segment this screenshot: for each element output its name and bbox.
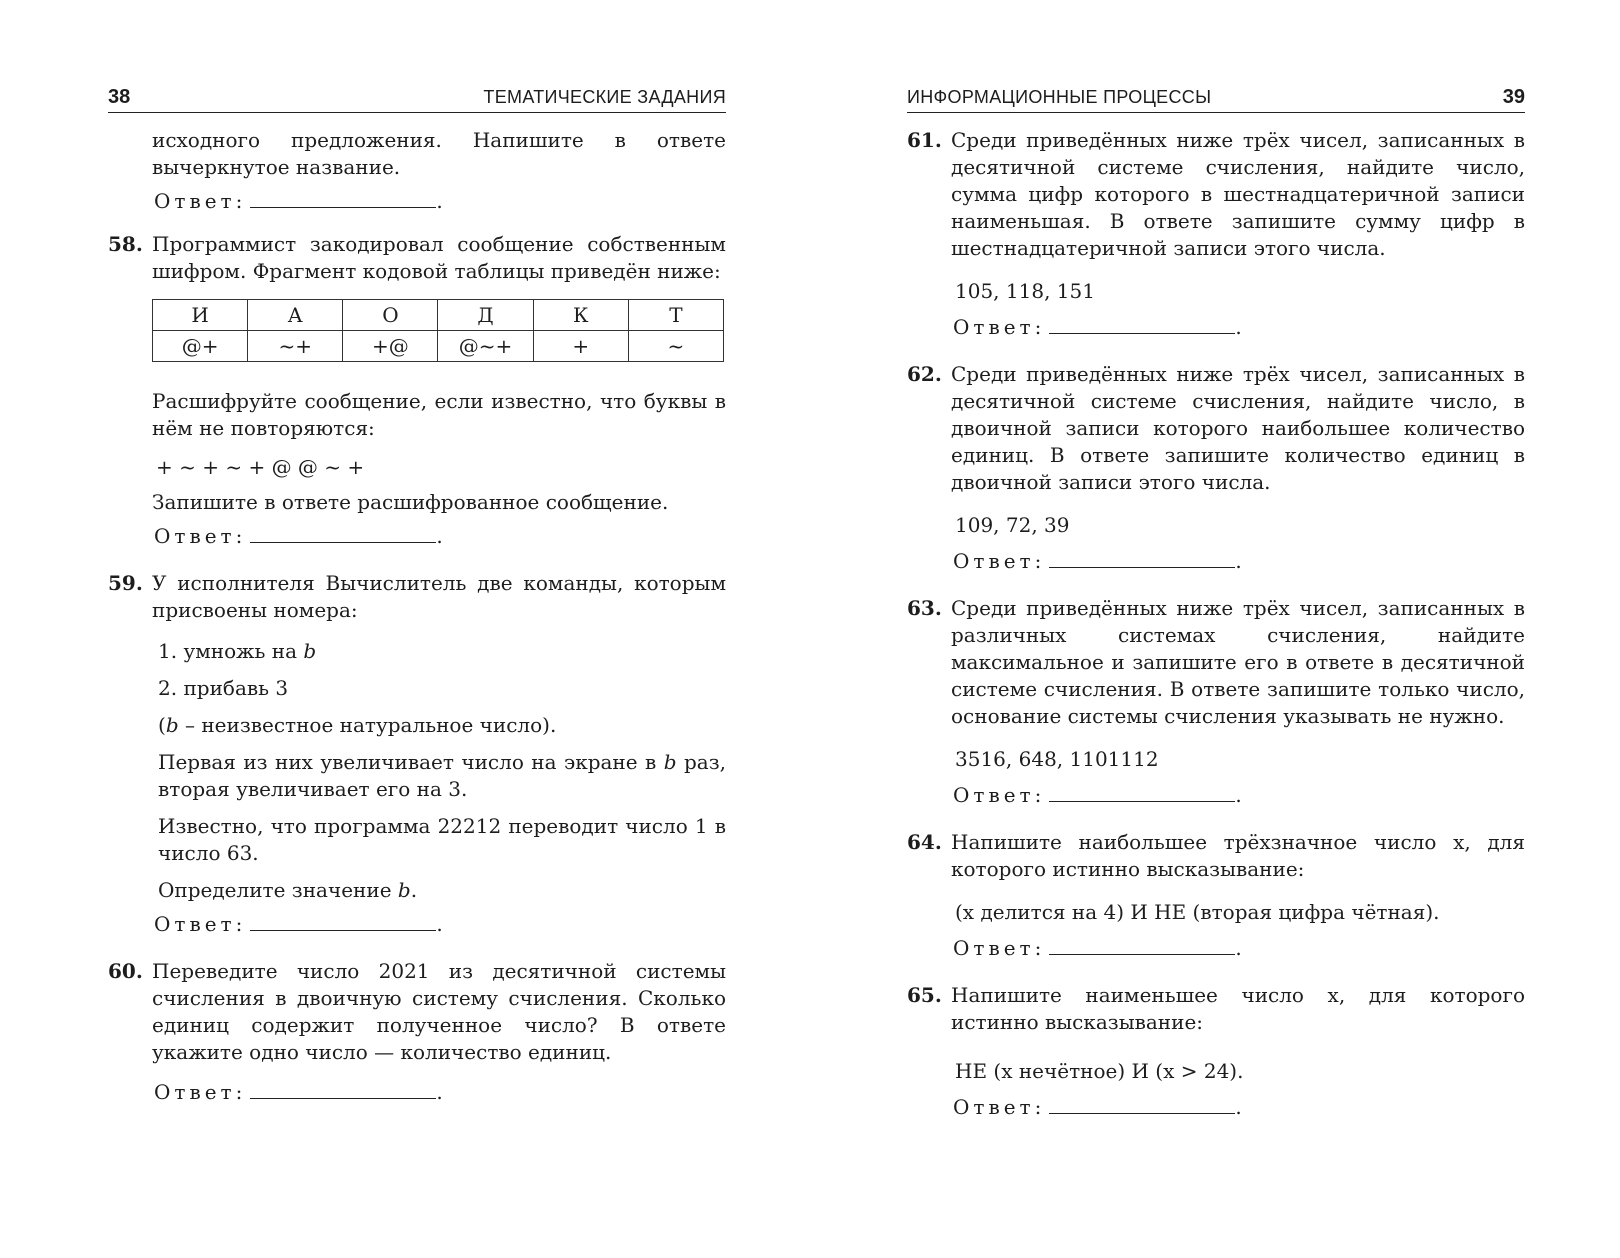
table-cell: @+	[153, 331, 248, 362]
table-row-letters	[153, 300, 724, 331]
right-page	[907, 0, 1525, 1258]
answer-blank[interactable]	[250, 522, 436, 543]
table-cell: К	[533, 300, 628, 331]
text-part: .	[410, 878, 418, 902]
task-number: 65.	[907, 983, 942, 1007]
variable-b: b	[663, 750, 677, 774]
answer-label: Ответ:	[953, 549, 1046, 573]
answer-label: Ответ:	[953, 1095, 1046, 1119]
task-text: Напишите наибольшее трёхзначное число x, для которого истинно высказывание:	[951, 830, 1525, 881]
task-text: Напишите наименьшее число x, для которого истинно высказывание:	[951, 983, 1525, 1034]
answer-label: Ответ:	[953, 783, 1046, 807]
task-text: Среди приведённых ниже трёх чисел, записанных в десятичной системе счисления, найдите число, сумма цифр которого в шестнадцатеричной записи наименьшая. В ответе запишите сумму цифр в шестнадцатеричной записи этого числа.	[951, 128, 1525, 260]
answer-blank[interactable]	[1049, 781, 1235, 802]
answer-blank[interactable]	[1049, 934, 1235, 955]
answer-field: Ответ: .	[953, 549, 1242, 573]
task-number: 62.	[907, 362, 942, 386]
number-list: 109, 72, 39	[955, 513, 1070, 537]
answer-blank[interactable]	[250, 187, 436, 208]
answer-label: Ответ:	[953, 315, 1046, 339]
table-cell: @~+	[438, 331, 533, 362]
task-59	[108, 570, 726, 938]
page-number: 38	[108, 86, 131, 108]
task-text: Расшифруйте сообщение, если известно, что буквы в нём не повторяются:	[152, 389, 726, 440]
answer-blank[interactable]	[1049, 547, 1235, 568]
note-text: – неизвестное натуральное число).	[178, 713, 557, 737]
logic-expression: (x делится на 4) И НЕ (вторая цифра чётная).	[955, 900, 1440, 924]
task-text: Программист закодировал сообщение собственным шифром. Фрагмент кодовой таблицы приведён ниже:	[152, 232, 726, 283]
table-cell: А	[248, 300, 343, 331]
answer-field: Ответ: .	[154, 189, 443, 213]
task-number: 60.	[108, 959, 143, 983]
continuation-text: исходного предложения. Напишите в ответе вычеркнутое название.	[152, 128, 726, 179]
page-number: 39	[1502, 86, 1525, 108]
task-58	[108, 231, 726, 550]
table-cell: Д	[438, 300, 533, 331]
answer-blank[interactable]	[1049, 1093, 1235, 1114]
left-page	[108, 0, 726, 1258]
answer-blank[interactable]	[250, 910, 436, 931]
table-cell: ~+	[248, 331, 343, 362]
task-62	[907, 361, 1525, 575]
answer-field: Ответ: .	[953, 936, 1242, 960]
answer-label: Ответ:	[953, 936, 1046, 960]
table-cell: О	[343, 300, 438, 331]
cipher-message: + ~ + ~ + @ @ ~ +	[156, 455, 365, 479]
task-text	[152, 749, 726, 803]
table-cell: +@	[343, 331, 438, 362]
page-header	[907, 86, 1525, 113]
answer-field: Ответ: .	[953, 315, 1242, 339]
table-cell: ~	[628, 331, 723, 362]
answer-field: Ответ: .	[953, 1095, 1242, 1119]
task-65	[907, 982, 1525, 1121]
variable-b: b	[303, 639, 317, 663]
command-1	[152, 638, 726, 665]
answer-label: Ответ:	[154, 1080, 247, 1104]
variable-b: b	[397, 878, 411, 902]
answer-blank[interactable]	[1049, 313, 1235, 334]
task-60	[108, 958, 726, 1106]
logic-expression: НЕ (x нечётное) И (x > 24).	[955, 1059, 1244, 1083]
task-61	[907, 127, 1525, 341]
task-text: У исполнителя Вычислитель две команды, которым присвоены номера:	[152, 571, 726, 622]
task-text	[152, 877, 726, 904]
page-header	[108, 86, 726, 113]
text-part: Первая из них увеличивает число на экране в	[158, 750, 664, 774]
task-64	[907, 829, 1525, 962]
text-part: Определите значение	[158, 878, 398, 902]
table-cell: И	[153, 300, 248, 331]
task-number: 59.	[108, 571, 143, 595]
code-table	[152, 299, 724, 362]
command-2: 2. прибавь 3	[158, 676, 289, 700]
command-text: 1. умножь на	[158, 639, 304, 663]
text-part: раз, вторая увеличивает его на 3.	[158, 750, 726, 801]
task-text: Переведите число 2021 из десятичной системы счисления в двоичную систему счисления. Сколько единиц содержит полученное число? В ответе укажите одно число — количество единиц.	[152, 959, 726, 1064]
answer-field: Ответ: .	[154, 1080, 443, 1104]
answer-label: Ответ:	[154, 912, 247, 936]
task-text: Среди приведённых ниже трёх чисел, записанных в различных системах счисления, найдите максимальное и запишите его в ответе в десятичной системе счисления. В ответе запишите только число, основание системы счисления указывать не нужно.	[951, 596, 1525, 728]
task-number: 63.	[907, 596, 942, 620]
running-title: ИНФОРМАЦИОННЫЕ ПРОЦЕССЫ	[907, 87, 1212, 107]
continuation-block	[108, 127, 726, 215]
variable-b: b	[165, 713, 179, 737]
table-cell: Т	[628, 300, 723, 331]
task-number: 61.	[907, 128, 942, 152]
answer-label: Ответ:	[154, 189, 247, 213]
task-number: 58.	[108, 232, 143, 256]
running-title: ТЕМАТИЧЕСКИЕ ЗАДАНИЯ	[483, 87, 726, 107]
answer-label: Ответ:	[154, 524, 247, 548]
task-text: Среди приведённых ниже трёх чисел, записанных в десятичной системе счисления, найдите число, в двоичной записи которого наибольшее количество единиц. В ответе запишите количество единиц в двоичной записи этого числа.	[951, 362, 1525, 494]
answer-field: Ответ: .	[953, 783, 1242, 807]
task-text: Известно, что программа 22212 переводит число 1 в число 63.	[158, 814, 726, 865]
task-number: 64.	[907, 830, 942, 854]
number-list: 3516, 648, 1101112	[955, 747, 1159, 771]
answer-field: Ответ: .	[154, 912, 443, 936]
task-63	[907, 595, 1525, 809]
task-text: Запишите в ответе расшифрованное сообщение.	[152, 490, 669, 514]
table-cell: +	[533, 331, 628, 362]
variable-note: (b – неизвестное натуральное число).	[158, 713, 557, 737]
answer-field: Ответ: .	[154, 524, 443, 548]
answer-blank[interactable]	[250, 1078, 436, 1099]
number-list: 105, 118, 151	[955, 279, 1095, 303]
table-row-codes	[153, 331, 724, 362]
